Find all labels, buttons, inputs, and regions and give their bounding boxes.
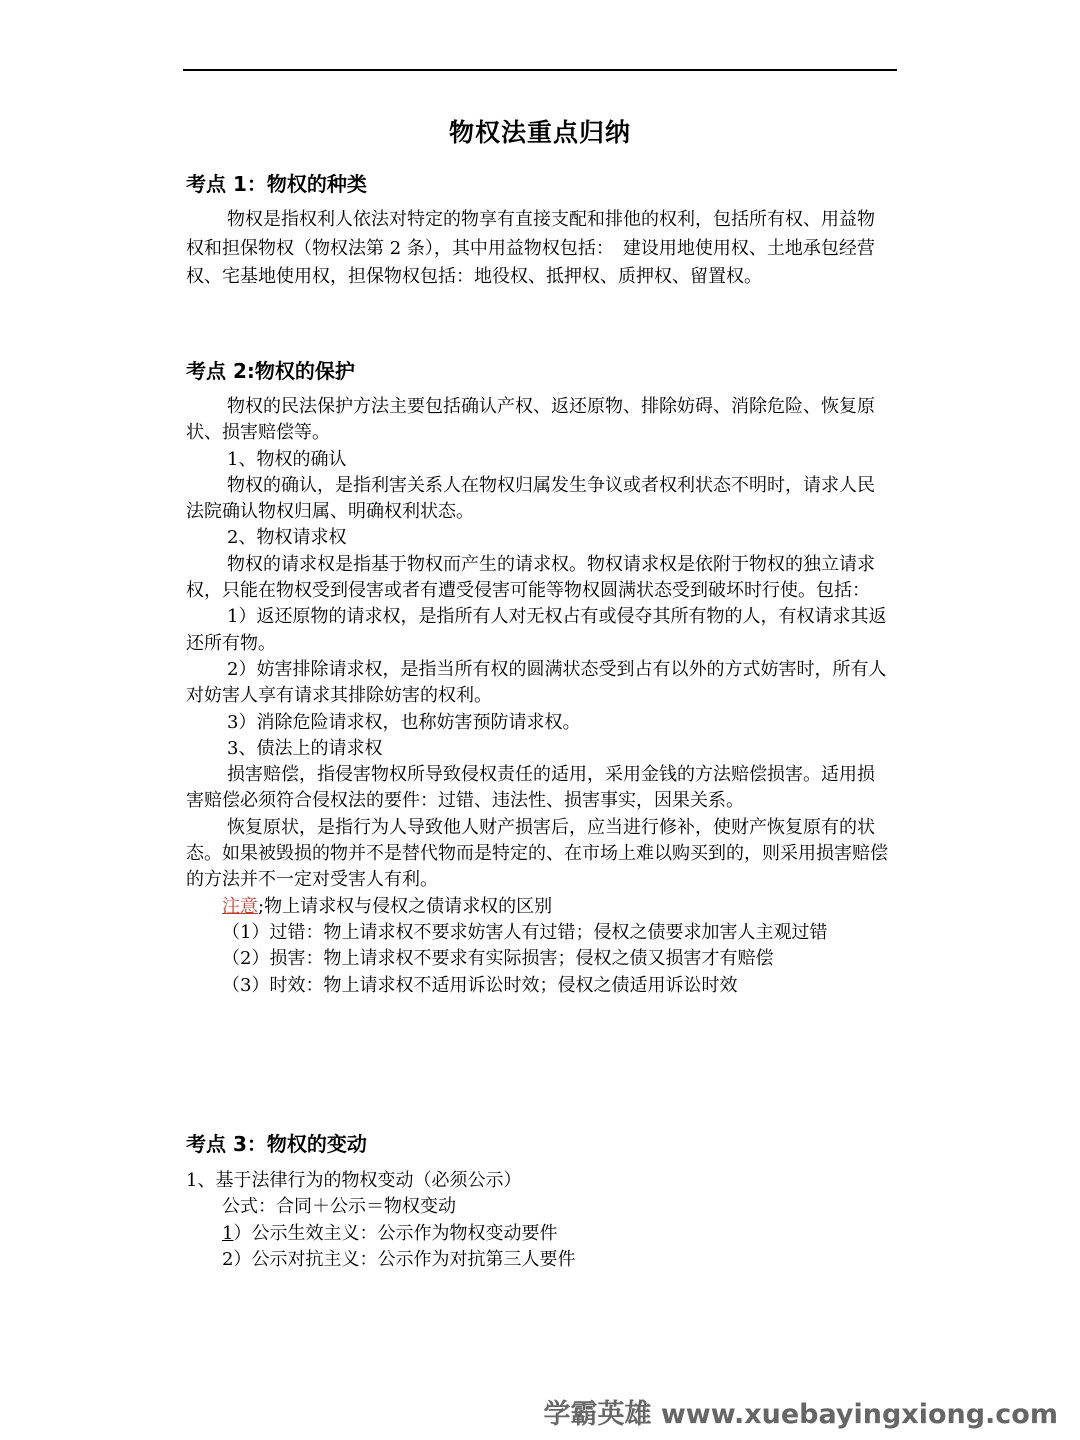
footer-watermark: 学霸英雄 www.xuebayingxiong.com [543,1399,1058,1430]
section-3-heading: 考点 3：物权的变动 [186,1132,367,1156]
section-2-heading: 考点 2:物权的保护 [186,359,355,383]
subsection-claim-text: 物权的请求权是指基于物权而产生的请求权。物权请求权是依附于物权的独立请求权，只能在物权受到侵害或者有遭受侵害可能等物权圆满状态受到破坏时行使。包括： [186,553,875,602]
section-2-intro: 物权的民法保护方法主要包括确认产权、返还原物、排除妨碍、消除危险、恢复原状、损害赔偿等。 [186,396,875,444]
subsection-confirmation-text: 物权的确认，是指利害关系人在物权归属发生争议或者权利状态不明时，请求人民法院确认物权归属、明确权利状态。 [186,474,875,523]
section-3-line-1: 1、基于法律行为的物权变动（必须公示） [186,1170,522,1191]
section-2-body [186,394,892,999]
section-1-heading: 考点 1：物权的种类 [186,172,367,196]
note-label: 注意 [222,895,258,917]
section-3-body [186,1168,892,1273]
section-3-item-2: 2）公示对抗主义：公示作为对抗第三人要件 [222,1248,576,1270]
section-3-formula: 公式：合同＋公示＝物权变动 [222,1196,456,1218]
document-title: 物权法重点归纳 [448,118,631,147]
section-3-item-1-text: ）公示生效主义：公示作为物权变动要件 [233,1222,558,1244]
top-rule [183,69,897,71]
subsection-claim-title: 2、物权请求权 [227,527,347,549]
claim-item-2: 2）妨害排除请求权，是指当所有权的圆满状态受到占有以外的方式妨害时，所有人对妨害人享有请求其排除妨害的权利。 [186,658,887,707]
note-text: ;物上请求权与侵权之债请求权的区别 [258,895,553,917]
note-item-3: （3）时效：物上请求权不适用诉讼时效；侵权之债适用诉讼时效 [222,974,738,996]
note-line [186,894,892,920]
claim-item-1: 1）返还原物的请求权，是指所有人对无权占有或侵夺其所有物的人，有权请求其返还所有物。 [186,606,887,654]
note-item-2: （2）损害：物上请求权不要求有实际损害；侵权之债又损害才有赔偿 [222,948,774,970]
section-1-body [186,206,892,292]
section-1-paragraph: 物权是指权利人依法对特定的物享有直接支配和排他的权利，包括所有权、用益物权和担保物权（物权法第 2 条），其中用益物权包括： 建设用地使用权、土地承包经营权、宅基地使用权，担保物权包括：地役权、抵押权、质押权、留置权。 [186,209,875,287]
debt-restoration-text: 恢复原状，是指行为人导致他人财产损害后，应当进行修补，使财产恢复原有的状态。如果被毁损的物并不是替代物而是特定的、在市场上难以购买到的，则采用损害赔偿的方法并不一定对受害人有利。 [186,816,888,891]
subsection-debt-title: 3、债法上的请求权 [227,737,383,759]
note-item-1: （1）过错：物上请求权不要求妨害人有过错；侵权之债要求加害人主观过错 [222,921,828,943]
debt-damages-text: 损害赔偿，指侵害物权所导致侵权责任的适用，采用金钱的方法赔偿损害。适用损害赔偿必须符合侵权法的要件：过错、违法性、损害事实，因果关系。 [186,764,875,812]
subsection-confirmation-title: 1、物权的确认 [227,448,347,470]
section-3-item-1 [186,1221,892,1247]
section-3-item-1-number: 1 [222,1222,234,1244]
claim-item-3: 3）消除危险请求权，也称妨害预防请求权。 [227,711,581,733]
